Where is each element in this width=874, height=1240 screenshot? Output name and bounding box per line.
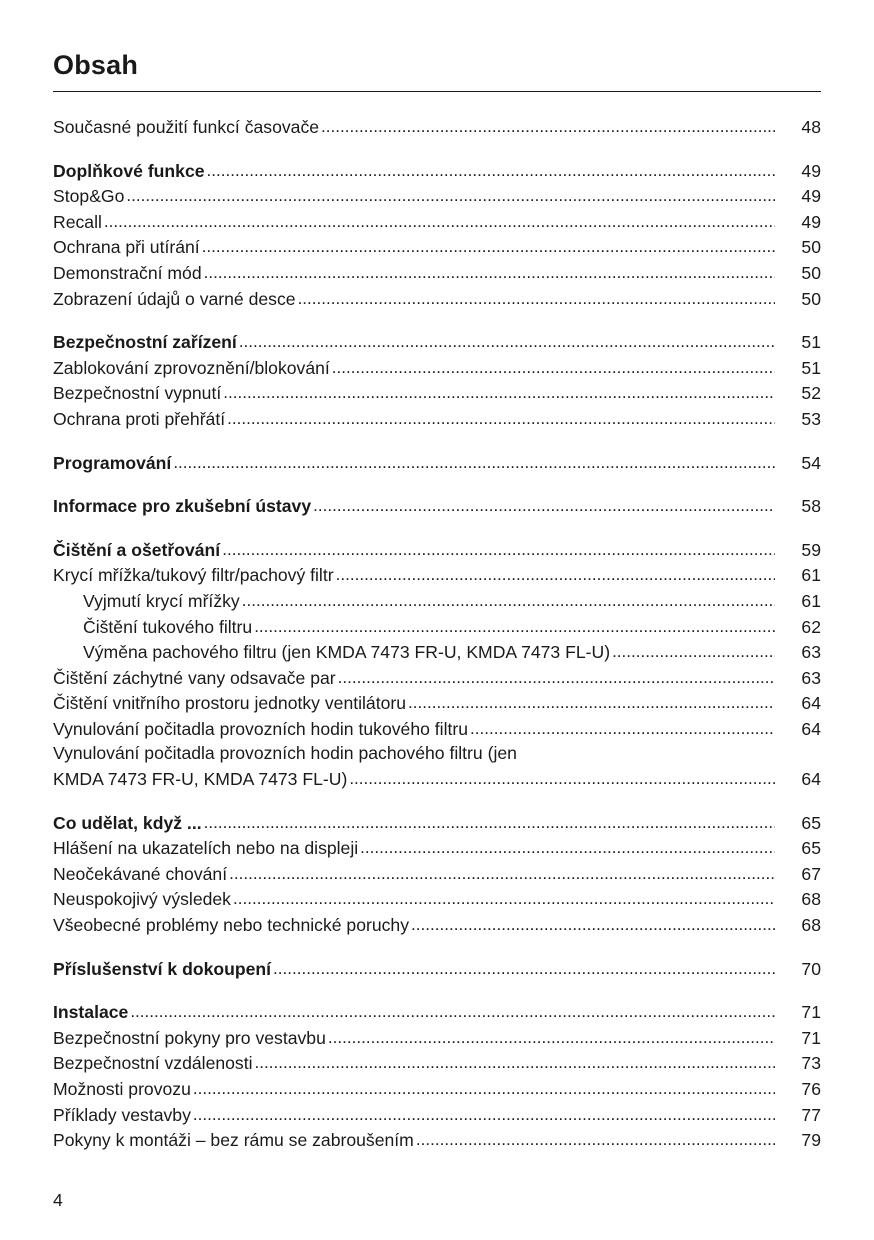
- toc-section-entry[interactable]: [53, 537, 821, 563]
- table-of-contents: [53, 114, 821, 1153]
- toc-subentry[interactable]: [53, 639, 821, 665]
- toc-dot-leader: [313, 493, 775, 519]
- toc-dot-leader: [204, 810, 775, 836]
- page-number: 4: [53, 1190, 63, 1210]
- toc-dot-leader: [332, 355, 775, 381]
- toc-entry-page: 50: [801, 288, 821, 309]
- toc-entry-title: Všeobecné problémy nebo technické poruchy: [53, 915, 410, 936]
- toc-dot-leader: [223, 380, 775, 406]
- toc-entry-page: 61: [801, 565, 821, 586]
- toc-dot-leader: [239, 329, 775, 355]
- toc-section-entry[interactable]: [53, 493, 821, 519]
- toc-entry[interactable]: [53, 114, 821, 140]
- toc-entry-page: 68: [801, 889, 821, 910]
- toc-entry-title: Krycí mřížka/tukový filtr/pachový filtr: [53, 565, 334, 586]
- toc-entry-title: Programování: [53, 452, 172, 473]
- toc-entry[interactable]: [53, 912, 821, 938]
- toc-dot-leader: [233, 886, 775, 912]
- toc-entry-page: 71: [801, 1002, 821, 1023]
- toc-entry[interactable]: [53, 234, 821, 260]
- toc-entry-title: Recall: [53, 211, 102, 232]
- toc-entry-page: 79: [801, 1130, 821, 1151]
- toc-entry-title: Bezpečnostní zařízení: [53, 332, 237, 353]
- toc-entry-page: 58: [801, 496, 821, 517]
- toc-subentry[interactable]: [53, 588, 821, 614]
- toc-entry-title: Zobrazení údajů o varné desce: [53, 288, 296, 309]
- toc-entry[interactable]: [53, 1025, 821, 1051]
- toc-entry[interactable]: [53, 716, 821, 742]
- toc-entry-page: 71: [801, 1027, 821, 1048]
- toc-dot-leader: [416, 1127, 775, 1153]
- toc-dot-leader: [336, 562, 775, 588]
- toc-entry[interactable]: [53, 835, 821, 861]
- toc-dot-leader: [408, 690, 775, 716]
- toc-entry-title: Čištění tukového filtru: [83, 616, 253, 637]
- toc-entry-page: 65: [801, 812, 821, 833]
- toc-entry-page: 65: [801, 838, 821, 859]
- toc-entry-title: Možnosti provozu: [53, 1079, 191, 1099]
- toc-entry-title: Demonstrační mód: [53, 262, 202, 283]
- toc-entry-page: 68: [801, 915, 821, 936]
- toc-entry-title: Ochrana při utírání: [53, 237, 200, 258]
- toc-entry-page: 64: [801, 718, 821, 739]
- toc-dot-leader: [222, 537, 775, 563]
- toc-entry-page: 64: [801, 693, 821, 714]
- toc-entry-page: 49: [801, 160, 821, 181]
- toc-entry-page: 63: [801, 667, 821, 688]
- toc-dot-leader: [173, 450, 775, 476]
- toc-entry-title: Současné použití funkcí časovače: [53, 117, 320, 137]
- toc-dot-leader: [470, 716, 775, 742]
- toc-entry-page: 73: [801, 1053, 821, 1074]
- toc-entry-title: Čištění záchytné vany odsavače par: [53, 667, 336, 688]
- toc-entry-title: Doplňkové funkce: [53, 160, 205, 181]
- toc-entry[interactable]: [53, 665, 821, 691]
- toc-entry-title: Vynulování počitadla provozních hodin tukového filtru: [53, 718, 469, 739]
- toc-entry-title: Neočekávané chování: [53, 863, 228, 884]
- toc-dot-leader: [202, 234, 775, 260]
- toc-entry-page: 49: [801, 211, 821, 232]
- toc-entry-page: 53: [801, 408, 821, 429]
- toc-entry[interactable]: [53, 380, 821, 406]
- toc-entry-title: Vyjmutí krycí mřížky: [83, 590, 240, 611]
- toc-entry-title: Ochrana proti přehřátí: [53, 408, 226, 429]
- toc-entry-title: Příslušenství k dokoupení: [53, 958, 272, 979]
- toc-section-entry[interactable]: [53, 450, 821, 476]
- toc-entry[interactable]: [53, 355, 821, 381]
- toc-entry-title: Bezpečnostní vypnutí: [53, 383, 222, 404]
- toc-section-entry[interactable]: [53, 329, 821, 355]
- toc-dot-leader: [204, 260, 775, 286]
- toc-entry-title: Čištění vnitřního prostoru jednotky ventilátoru: [53, 693, 407, 714]
- toc-entry-page: 49: [801, 186, 821, 207]
- toc-subentry[interactable]: [53, 614, 821, 640]
- toc-entry[interactable]: [53, 260, 821, 286]
- toc-entry[interactable]: [53, 406, 821, 432]
- toc-entry-page: 59: [801, 539, 821, 560]
- toc-entry-page: 51: [801, 332, 821, 353]
- toc-dot-leader: [229, 861, 775, 887]
- toc-entry-title: Příklady vestavby: [53, 1104, 191, 1125]
- toc-entry-title: Neuspokojivý výsledek: [53, 889, 231, 910]
- toc-entry-page: 70: [801, 958, 821, 979]
- toc-entry-title: Instalace: [53, 1002, 129, 1023]
- toc-section-entry[interactable]: [53, 158, 821, 184]
- toc-dot-leader: [130, 999, 775, 1025]
- toc-entry[interactable]: [53, 209, 821, 235]
- toc-section-entry[interactable]: [53, 810, 821, 836]
- toc-entry[interactable]: [53, 1102, 821, 1128]
- toc-dot-leader: [254, 614, 775, 640]
- toc-dot-leader: [242, 588, 775, 614]
- toc-entry-title: Stop&Go: [53, 186, 125, 207]
- toc-dot-leader: [328, 1025, 775, 1051]
- toc-entry-page: 63: [801, 642, 821, 663]
- toc-entry[interactable]: [53, 1076, 821, 1102]
- toc-entry[interactable]: [53, 286, 821, 312]
- toc-dot-leader: [193, 1102, 775, 1128]
- toc-entry-page: 77: [801, 1104, 821, 1125]
- toc-entry-page: 62: [801, 616, 821, 637]
- toc-dot-leader: [360, 835, 775, 861]
- toc-section-entry[interactable]: [53, 956, 821, 982]
- toc-entry-page: 61: [801, 590, 821, 611]
- toc-entry[interactable]: [53, 1127, 821, 1153]
- toc-entry-title: Co udělat, když ...: [53, 812, 202, 833]
- toc-entry-page: 54: [801, 452, 821, 473]
- toc-section-entry[interactable]: [53, 999, 821, 1025]
- page-title: Obsah: [53, 50, 139, 80]
- toc-dot-leader: [612, 639, 775, 665]
- toc-dot-leader: [273, 956, 775, 982]
- toc-dot-leader: [126, 183, 775, 209]
- toc-entry-page: 50: [801, 262, 821, 283]
- toc-dot-leader: [411, 912, 775, 938]
- toc-entry-page: 51: [801, 357, 821, 378]
- toc-dot-leader: [207, 158, 775, 184]
- toc-dot-leader: [193, 1076, 775, 1102]
- toc-dot-leader: [255, 1050, 775, 1076]
- toc-entry-page: 50: [801, 237, 821, 258]
- toc-entry[interactable]: [53, 562, 821, 588]
- toc-entry-first-line: Vynulování počitadla provozních hodin pachového filtru (jen: [53, 743, 517, 764]
- toc-entry-title: Bezpečnostní pokyny pro vestavbu: [53, 1027, 326, 1048]
- toc-entry-title: Pokyny k montáži – bez rámu se zabroušením: [53, 1130, 414, 1151]
- toc-entry-page: 64: [801, 769, 821, 790]
- toc-entry-page: 67: [801, 863, 821, 884]
- toc-entry-page: 48: [801, 117, 821, 137]
- toc-entry-title: Výměna pachového filtru (jen KMDA 7473 FR-U, KMDA 7473 FL-U): [83, 642, 611, 663]
- toc-entry[interactable]: [53, 861, 821, 887]
- toc-entry-title: Informace pro zkušební ústavy: [53, 496, 312, 517]
- toc-entry-title: KMDA 7473 FR-U, KMDA 7473 FL-U): [53, 769, 348, 790]
- toc-entry-title: Hlášení na ukazatelích nebo na displeji: [53, 838, 359, 859]
- toc-entry-title: Bezpečnostní vzdálenosti: [53, 1053, 253, 1074]
- toc-dot-leader: [349, 766, 775, 792]
- toc-entry[interactable]: [53, 690, 821, 716]
- toc-entry[interactable]: [53, 886, 821, 912]
- toc-dot-leader: [298, 286, 775, 312]
- toc-dot-leader: [227, 406, 775, 432]
- toc-entry-title: Čištění a ošetřování: [53, 539, 221, 560]
- toc-entry-page: 52: [801, 383, 821, 404]
- toc-dot-leader: [104, 209, 775, 235]
- toc-entry-title: Zablokování zprovoznění/blokování: [53, 357, 330, 378]
- toc-entry[interactable]: [53, 183, 821, 209]
- toc-entry-page: 76: [801, 1079, 821, 1099]
- toc-dot-leader: [321, 114, 775, 140]
- toc-dot-leader: [338, 665, 775, 691]
- toc-entry[interactable]: [53, 1050, 821, 1076]
- title-divider: [53, 91, 821, 92]
- toc-entry[interactable]: [53, 766, 821, 792]
